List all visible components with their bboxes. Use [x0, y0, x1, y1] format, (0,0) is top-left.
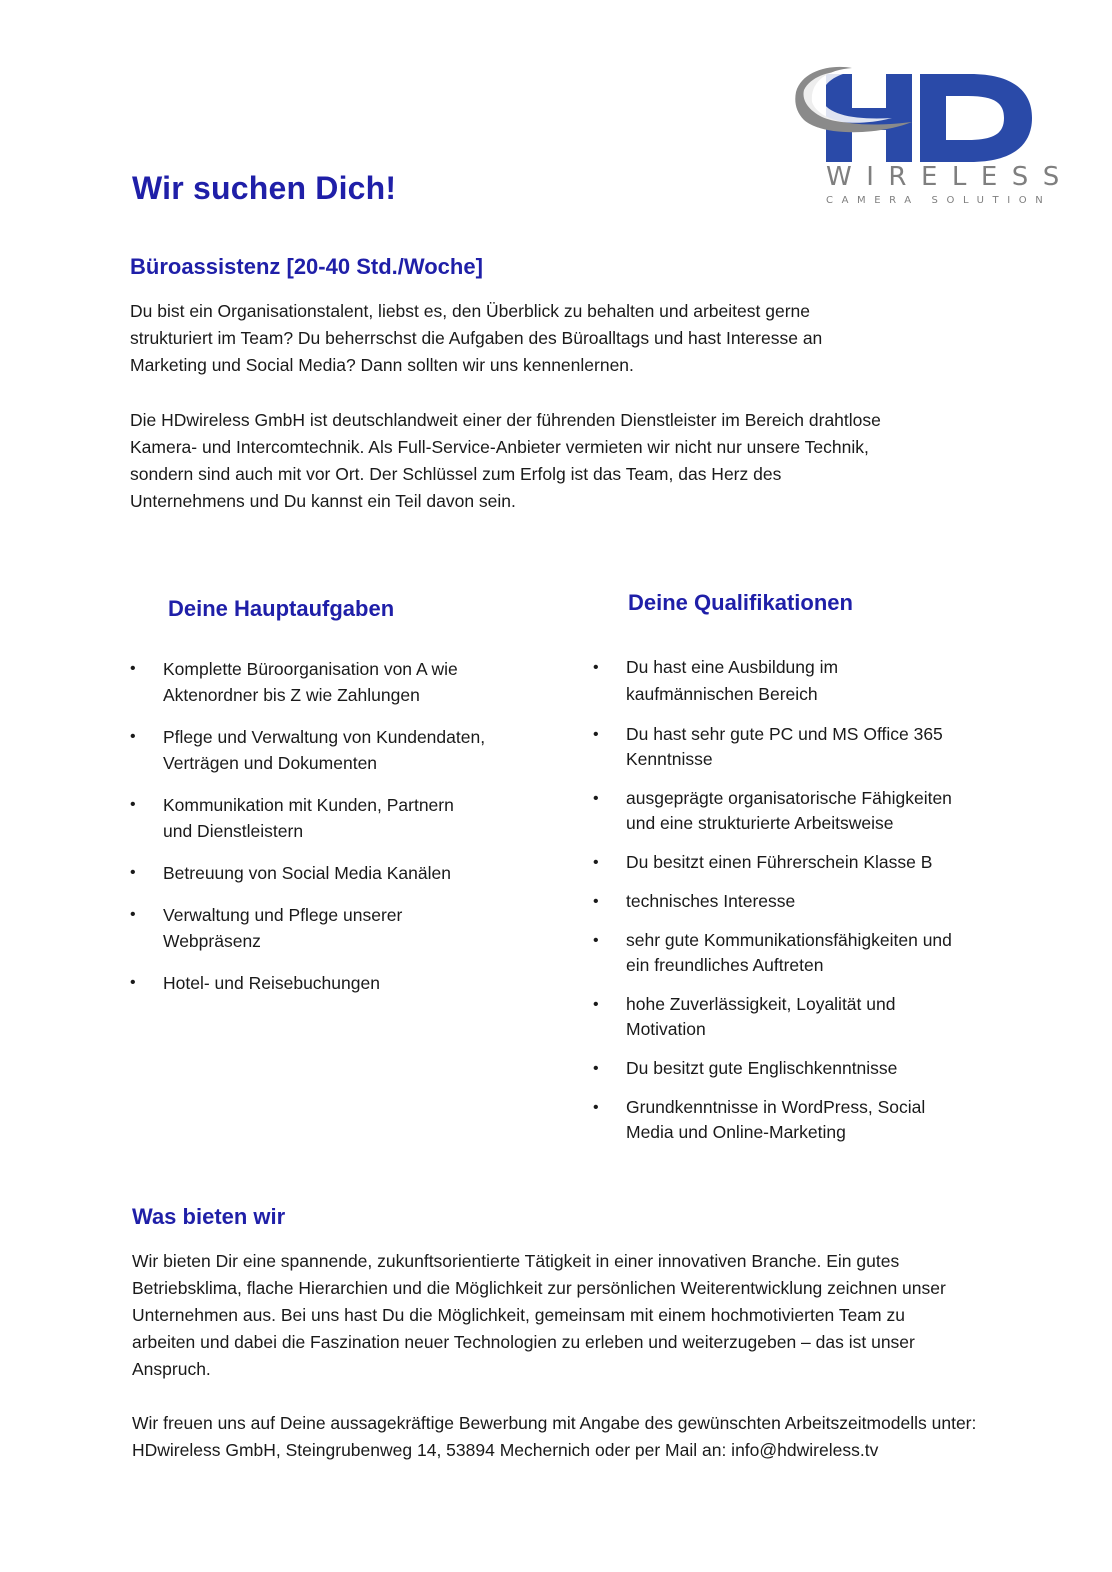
bullet-icon: • — [130, 728, 136, 745]
list-item-line: Du hast eine Ausbildung im — [626, 657, 839, 677]
list-item-line: Betreuung von Social Media Kanälen — [163, 863, 451, 883]
list-item — [593, 654, 1046, 708]
intro-line: strukturiert im Team? Du beherrschst die Aufgaben des Büroalltags und hast Interesse an — [130, 328, 823, 348]
list-item-line: Media und Online-Marketing — [626, 1122, 846, 1142]
list-item — [130, 792, 563, 844]
bullet-icon: • — [130, 796, 136, 813]
list-item — [593, 889, 1046, 914]
bullet-icon: • — [593, 893, 599, 910]
list-item-line: Verträgen und Dokumenten — [163, 753, 378, 773]
list-item — [130, 902, 563, 954]
qualifications-list — [593, 654, 1046, 1145]
offer-line: Anspruch. — [132, 1359, 211, 1379]
bullet-icon: • — [593, 932, 599, 949]
bullet-icon: • — [593, 1099, 599, 1116]
list-item-line: ausgeprägte organisatorische Fähigkeiten — [626, 788, 952, 808]
contact-paragraph — [132, 1410, 1092, 1464]
list-item-line: Grundkenntnisse in WordPress, Social — [626, 1097, 926, 1117]
list-item-line: Kenntnisse — [626, 749, 713, 769]
job-title: Büroassistenz [20-40 Std./Woche] — [130, 254, 483, 279]
list-item — [130, 970, 563, 996]
intro-line: Du bist ein Organisationstalent, liebst es, den Überblick zu behalten und arbeitest gerne — [130, 301, 810, 321]
list-item-line: Du besitzt einen Führerschein Klasse B — [626, 852, 933, 872]
list-item-line: technisches Interesse — [626, 891, 796, 911]
intro-line: Marketing und Social Media? Dann sollten wir uns kennenlernen. — [130, 355, 634, 375]
list-item-line: Hotel- und Reisebuchungen — [163, 973, 380, 993]
list-item — [593, 722, 1046, 772]
list-item — [593, 786, 1046, 836]
list-item-line: ein freundliches Auftreten — [626, 955, 824, 975]
list-item-line: Webpräsenz — [163, 931, 261, 951]
offer-line: Betriebsklima, flache Hierarchien und die Möglichkeit zur persönlichen Weiterentwicklung zeichnen unser — [132, 1278, 946, 1298]
company-logo — [792, 62, 1074, 212]
list-item — [593, 928, 1046, 978]
company-line: Unternehmens und Du kannst ein Teil davon sein. — [130, 491, 516, 511]
list-item-line: und Dienstleistern — [163, 821, 304, 841]
qualifications-heading: Deine Qualifikationen — [628, 590, 853, 615]
bullet-icon: • — [593, 659, 599, 676]
list-item-line: Pflege und Verwaltung von Kundendaten, — [163, 727, 486, 747]
list-item-line: Kommunikation mit Kunden, Partnern — [163, 795, 454, 815]
list-item-line: kaufmännischen Bereich — [626, 684, 818, 704]
offer-heading: Was bieten wir — [132, 1204, 286, 1229]
list-item-line: und eine strukturierte Arbeitsweise — [626, 813, 894, 833]
list-item-line: Du hast sehr gute PC und MS Office 365 — [626, 724, 943, 744]
bullet-icon: • — [130, 660, 136, 677]
offer-line: Wir bieten Dir eine spannende, zukunftsorientierte Tätigkeit in einer innovativen Branche. Ein gutes — [132, 1251, 900, 1271]
list-item-line: Komplette Büroorganisation von A wie — [163, 659, 458, 679]
bullet-icon: • — [130, 974, 136, 991]
list-item — [130, 656, 563, 708]
list-item-line: sehr gute Kommunikationsfähigkeiten und — [626, 930, 952, 950]
contact-line: Wir freuen uns auf Deine aussagekräftige Bewerbung mit Angabe des gewünschten Arbeitszeitmodells unter: — [132, 1413, 977, 1433]
company-line: Kamera- und Intercomtechnik. Als Full-Service-Anbieter vermieten wir nicht nur unsere Technik, — [130, 437, 869, 457]
list-item-line: hohe Zuverlässigkeit, Loyalität und — [626, 994, 896, 1014]
bullet-icon: • — [593, 790, 599, 807]
bullet-icon: • — [130, 864, 136, 881]
company-line: Die HDwireless GmbH ist deutschlandweit einer der führenden Dienstleister im Bereich drahtlose — [130, 410, 881, 430]
tasks-heading: Deine Hauptaufgaben — [168, 596, 395, 621]
list-item — [130, 724, 563, 776]
list-item-line: Verwaltung und Pflege unserer — [163, 905, 403, 925]
logo-tagline: CAMERA SOLUTION — [826, 195, 1052, 206]
bullet-icon: • — [593, 1060, 599, 1077]
list-item-line: Aktenordner bis Z wie Zahlungen — [163, 685, 420, 705]
list-item — [593, 850, 1046, 875]
offer-paragraph — [132, 1248, 1092, 1383]
list-item-line: Du besitzt gute Englischkenntnisse — [626, 1058, 898, 1078]
tasks-list — [130, 656, 563, 996]
logo-wordmark: WIRELESS — [826, 162, 1074, 192]
bullet-icon: • — [130, 906, 136, 923]
list-item — [593, 1095, 1046, 1145]
list-item-line: Motivation — [626, 1019, 706, 1039]
bullet-icon: • — [593, 726, 599, 743]
company-line: sondern sind auch mit vor Ort. Der Schlüssel zum Erfolg ist das Team, das Herz des — [130, 464, 782, 484]
intro-paragraph — [130, 298, 1030, 379]
bullet-icon: • — [593, 854, 599, 871]
list-item — [593, 992, 1046, 1042]
company-paragraph — [130, 407, 1030, 515]
contact-line: HDwireless GmbH, Steingrubenweg 14, 53894 Mechernich oder per Mail an: info@hdwireless.tv — [132, 1440, 879, 1460]
offer-line: arbeiten und dabei die Faszination neuer Technologien zu erleben und weiterzugeben – das ist unser — [132, 1332, 915, 1352]
list-item — [130, 860, 563, 886]
bullet-icon: • — [593, 996, 599, 1013]
page-title: Wir suchen Dich! — [132, 170, 397, 206]
list-item — [593, 1056, 1046, 1081]
offer-line: Unternehmen aus. Bei uns hast Du die Möglichkeit, gemeinsam mit einem hochmotivierten Team zu — [132, 1305, 905, 1325]
